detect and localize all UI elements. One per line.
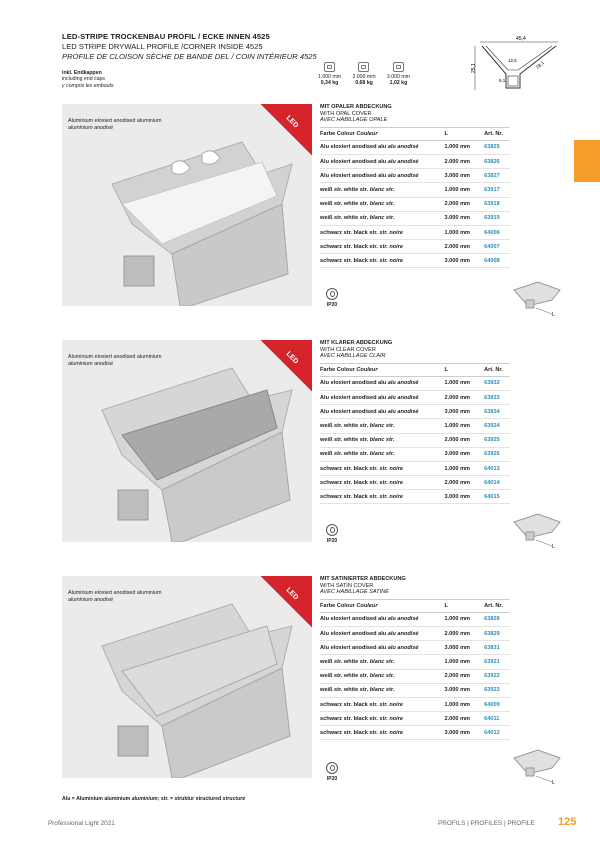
table-row xyxy=(320,405,510,419)
product-table xyxy=(320,127,510,269)
title-de: LED-STRIPE TROCKENBAU PROFIL / ECKE INNEN 4525 xyxy=(62,32,270,41)
title-en: LED STRIPE DRYWALL PROFILE /CORNER INSIDE 4525 xyxy=(62,42,263,51)
row-length: 1.000 mm xyxy=(445,140,485,154)
table-row xyxy=(320,447,510,461)
cover-en: WITH CLEAR COVER xyxy=(320,346,376,353)
row-art-number[interactable]: 64012 xyxy=(484,726,510,740)
ip-rating: IP20 xyxy=(325,288,339,308)
row-length: 3.000 mm xyxy=(445,641,485,655)
row-length: 2.000 mm xyxy=(445,433,485,447)
row-colour: weiß str. white str. blanc str. xyxy=(320,419,445,433)
row-art-number[interactable]: 63827 xyxy=(484,169,510,183)
table-row xyxy=(320,476,510,490)
row-colour: weiß str. white str. blanc str. xyxy=(320,183,445,197)
row-length: 2.000 mm xyxy=(445,390,485,404)
table-row xyxy=(320,641,510,655)
product-table xyxy=(320,599,510,741)
row-art-number[interactable]: 64007 xyxy=(484,240,510,254)
table-row xyxy=(320,140,510,154)
row-art-number[interactable]: 63825 xyxy=(484,140,510,154)
row-art-number[interactable]: 64009 xyxy=(484,697,510,711)
product-image-satin xyxy=(62,576,312,778)
ip-rating: IP20 xyxy=(325,524,339,544)
row-art-number[interactable]: 63918 xyxy=(484,197,510,211)
table-row xyxy=(320,240,510,254)
table-row xyxy=(320,726,510,740)
profile-illustration xyxy=(62,104,312,306)
led-badge-text: LED xyxy=(284,586,300,602)
row-art-number[interactable]: 63925 xyxy=(484,433,510,447)
row-art-number[interactable]: 63923 xyxy=(484,683,510,697)
row-colour: weiß str. white str. blanc str. xyxy=(320,211,445,225)
row-length: 3.000 mm xyxy=(445,211,485,225)
row-art-number[interactable]: 63922 xyxy=(484,669,510,683)
ip-rating: IP20 xyxy=(325,762,339,782)
water-drop-icon xyxy=(326,288,338,300)
dim-height: 25,1 xyxy=(471,63,477,73)
row-colour: weiß str. white str. blanc str. xyxy=(320,655,445,669)
pack-length: 3.000 mm xyxy=(386,74,410,80)
row-art-number[interactable]: 63831 xyxy=(484,641,510,655)
pack-length: 1.000 mm xyxy=(318,74,342,80)
col-colour: Farbe Colour Couleur xyxy=(320,599,445,612)
pack-weight: 0,68 kg xyxy=(355,80,373,86)
table-row xyxy=(320,254,510,268)
table-row xyxy=(320,490,510,504)
water-drop-icon xyxy=(326,762,338,774)
led-badge-text: LED xyxy=(284,350,300,366)
cover-de: MIT SATINIERTER ABDECKUNG xyxy=(320,576,406,582)
pack-3 xyxy=(387,62,410,86)
pack-length: 2.000 mm xyxy=(352,74,376,80)
chapter-tab xyxy=(574,140,600,182)
table-row xyxy=(320,225,510,239)
row-art-number[interactable]: 63917 xyxy=(484,183,510,197)
row-art-number[interactable]: 64006 xyxy=(484,225,510,239)
cover-fr: AVEC HABILLAGE SATINÉ xyxy=(320,589,389,596)
water-drop-icon xyxy=(326,524,338,536)
thumb-length-label: L xyxy=(552,312,555,316)
row-colour: Alu eloxiert anodised alu alu anodisé xyxy=(320,641,445,655)
profile-illustration xyxy=(62,576,312,778)
product-thumbnail xyxy=(508,508,568,548)
row-colour: schwarz str. black str. str. noire xyxy=(320,726,445,740)
row-length: 1.000 mm xyxy=(445,697,485,711)
cover-de: MIT OPALER ABDECKUNG xyxy=(320,104,392,110)
endcaps-fr: y compris les embouts xyxy=(62,82,114,89)
row-art-number[interactable]: 63826 xyxy=(484,154,510,168)
pack-weight: 1,02 kg xyxy=(389,80,408,86)
row-colour: schwarz str. black str. str. noire xyxy=(320,490,445,504)
row-colour: Alu eloxiert anodised alu alu anodisé xyxy=(320,626,445,640)
section-opal-info xyxy=(320,104,510,268)
col-art: Art. Nr. xyxy=(484,363,510,376)
table-row xyxy=(320,154,510,168)
col-length: L xyxy=(445,127,485,140)
section-clear-info xyxy=(320,340,510,504)
row-colour: schwarz str. black str. str. noire xyxy=(320,240,445,254)
row-art-number[interactable]: 63919 xyxy=(484,211,510,225)
table-row xyxy=(320,376,510,390)
row-length: 1.000 mm xyxy=(445,376,485,390)
row-length: 3.000 mm xyxy=(445,254,485,268)
endcaps-de: inkl. Endkappen xyxy=(62,70,102,76)
row-length: 2.000 mm xyxy=(445,669,485,683)
row-length: 3.000 mm xyxy=(445,169,485,183)
product-thumbnail xyxy=(508,276,568,316)
table-row xyxy=(320,419,510,433)
section-satin-info xyxy=(320,576,510,740)
row-colour: weiß str. white str. blanc str. xyxy=(320,433,445,447)
product-thumbnail xyxy=(508,744,568,784)
material-de: Aluminium eloxiert anodised aluminium xyxy=(68,354,162,360)
abbreviation-legend: Alu = Aluminium aluminium aluminium; str. = struktur structured structuré xyxy=(62,796,246,802)
dim-width: 45,4 xyxy=(516,36,526,42)
row-length: 3.000 mm xyxy=(445,405,485,419)
table-row xyxy=(320,390,510,404)
material-de: Aluminium eloxiert anodised aluminium xyxy=(68,590,162,596)
table-row xyxy=(320,683,510,697)
table-row xyxy=(320,183,510,197)
profile-illustration xyxy=(62,340,312,542)
row-colour: schwarz str. black str. str. noire xyxy=(320,254,445,268)
table-row xyxy=(320,197,510,211)
cover-fr: AVEC HABILLAGE CLAIR xyxy=(320,353,386,360)
table-row xyxy=(320,697,510,711)
row-colour: Alu eloxiert anodised alu alu anodisé xyxy=(320,376,445,390)
row-art-number[interactable]: 63921 xyxy=(484,655,510,669)
cover-de: MIT KLARER ABDECKUNG xyxy=(320,340,393,346)
row-art-number[interactable]: 63828 xyxy=(484,612,510,626)
row-art-number[interactable]: 64011 xyxy=(484,712,510,726)
table-row xyxy=(320,211,510,225)
row-length: 1.000 mm xyxy=(445,225,485,239)
row-colour: Alu eloxiert anodised alu alu anodisé xyxy=(320,169,445,183)
pack-1 xyxy=(318,62,341,86)
pack-2 xyxy=(352,62,375,86)
row-art-number[interactable]: 63833 xyxy=(484,390,510,404)
package-icon xyxy=(393,62,404,72)
package-icon xyxy=(324,62,335,72)
table-row xyxy=(320,169,510,183)
row-art-number[interactable]: 63924 xyxy=(484,419,510,433)
material-fr: aluminium anodisé xyxy=(68,125,113,131)
row-length: 3.000 mm xyxy=(445,683,485,697)
cover-en: WITH SATIN COVER xyxy=(320,582,374,589)
row-colour: weiß str. white str. blanc str. xyxy=(320,669,445,683)
material-fr: aluminium anodisé xyxy=(68,597,113,603)
row-length: 2.000 mm xyxy=(445,626,485,640)
row-art-number[interactable]: 64014 xyxy=(484,476,510,490)
endcaps-en: including end caps xyxy=(62,76,105,83)
cross-section-drawing xyxy=(460,34,565,96)
title-fr: PROFILE DE CLOISON SÈCHE DE BANDE DEL / COIN INTÉRIEUR 4525 xyxy=(62,52,317,61)
table-row xyxy=(320,712,510,726)
row-colour: schwarz str. black str. str. noire xyxy=(320,712,445,726)
table-row xyxy=(320,433,510,447)
cover-fr: AVEC HABILLAGE OPALE xyxy=(320,117,388,124)
table-row xyxy=(320,655,510,669)
material-fr: aluminium anodisé xyxy=(68,361,113,367)
row-length: 1.000 mm xyxy=(445,655,485,669)
row-length: 2.000 mm xyxy=(445,154,485,168)
footer-right: PROFILS | PROFILES | PROFILE xyxy=(438,820,535,827)
row-art-number[interactable]: 63829 xyxy=(484,626,510,640)
col-art: Art. Nr. xyxy=(484,599,510,612)
dim-c: 9,1 xyxy=(499,78,506,83)
row-length: 1.000 mm xyxy=(445,183,485,197)
product-image-clear xyxy=(62,340,312,542)
table-row xyxy=(320,626,510,640)
product-image-opal xyxy=(62,104,312,306)
dim-a: 12,5 xyxy=(508,58,517,63)
col-colour: Farbe Colour Couleur xyxy=(320,363,445,376)
row-colour: schwarz str. black str. str. noire xyxy=(320,476,445,490)
cover-en: WITH OPAL COVER xyxy=(320,110,372,117)
product-table xyxy=(320,363,510,505)
row-colour: Alu eloxiert anodised alu alu anodisé xyxy=(320,390,445,404)
dim-b: 28,1 xyxy=(535,60,546,70)
table-row xyxy=(320,669,510,683)
row-length: 2.000 mm xyxy=(445,476,485,490)
col-length: L xyxy=(445,363,485,376)
row-length: 2.000 mm xyxy=(445,240,485,254)
footer-left: Professional Light 2021 xyxy=(48,820,115,827)
led-badge-text: LED xyxy=(284,114,300,130)
row-length: 3.000 mm xyxy=(445,726,485,740)
row-colour: Alu eloxiert anodised alu alu anodisé xyxy=(320,154,445,168)
thumb-length-label: L xyxy=(552,780,555,784)
table-row xyxy=(320,612,510,626)
col-colour: Farbe Colour Couleur xyxy=(320,127,445,140)
page-number: 125 xyxy=(558,816,577,828)
row-length: 1.000 mm xyxy=(445,419,485,433)
row-colour: schwarz str. black str. str. noire xyxy=(320,225,445,239)
endcaps-note xyxy=(62,70,114,89)
col-length: L xyxy=(445,599,485,612)
row-art-number[interactable]: 64013 xyxy=(484,461,510,475)
row-art-number[interactable]: 64008 xyxy=(484,254,510,268)
material-de: Aluminium eloxiert anodised aluminium xyxy=(68,118,162,124)
pack-sizes xyxy=(318,62,410,86)
row-colour: schwarz str. black str. str. noire xyxy=(320,461,445,475)
row-colour: schwarz str. black str. str. noire xyxy=(320,697,445,711)
row-colour: weiß str. white str. blanc str. xyxy=(320,683,445,697)
row-length: 1.000 mm xyxy=(445,461,485,475)
row-length: 2.000 mm xyxy=(445,197,485,211)
row-art-number[interactable]: 63926 xyxy=(484,447,510,461)
row-colour: Alu eloxiert anodised alu alu anodisé xyxy=(320,405,445,419)
row-colour: weiß str. white str. blanc str. xyxy=(320,447,445,461)
table-row xyxy=(320,461,510,475)
row-art-number[interactable]: 64015 xyxy=(484,490,510,504)
row-art-number[interactable]: 63832 xyxy=(484,376,510,390)
row-art-number[interactable]: 63834 xyxy=(484,405,510,419)
row-colour: Alu eloxiert anodised alu alu anodisé xyxy=(320,612,445,626)
row-colour: Alu eloxiert anodised alu alu anodisé xyxy=(320,140,445,154)
row-length: 3.000 mm xyxy=(445,447,485,461)
row-length: 1.000 mm xyxy=(445,612,485,626)
thumb-length-label: L xyxy=(552,544,555,548)
col-art: Art. Nr. xyxy=(484,127,510,140)
row-length: 3.000 mm xyxy=(445,490,485,504)
row-length: 2.000 mm xyxy=(445,712,485,726)
package-icon xyxy=(358,62,369,72)
pack-weight: 0,34 kg xyxy=(320,80,339,86)
row-colour: weiß str. white str. blanc str. xyxy=(320,197,445,211)
